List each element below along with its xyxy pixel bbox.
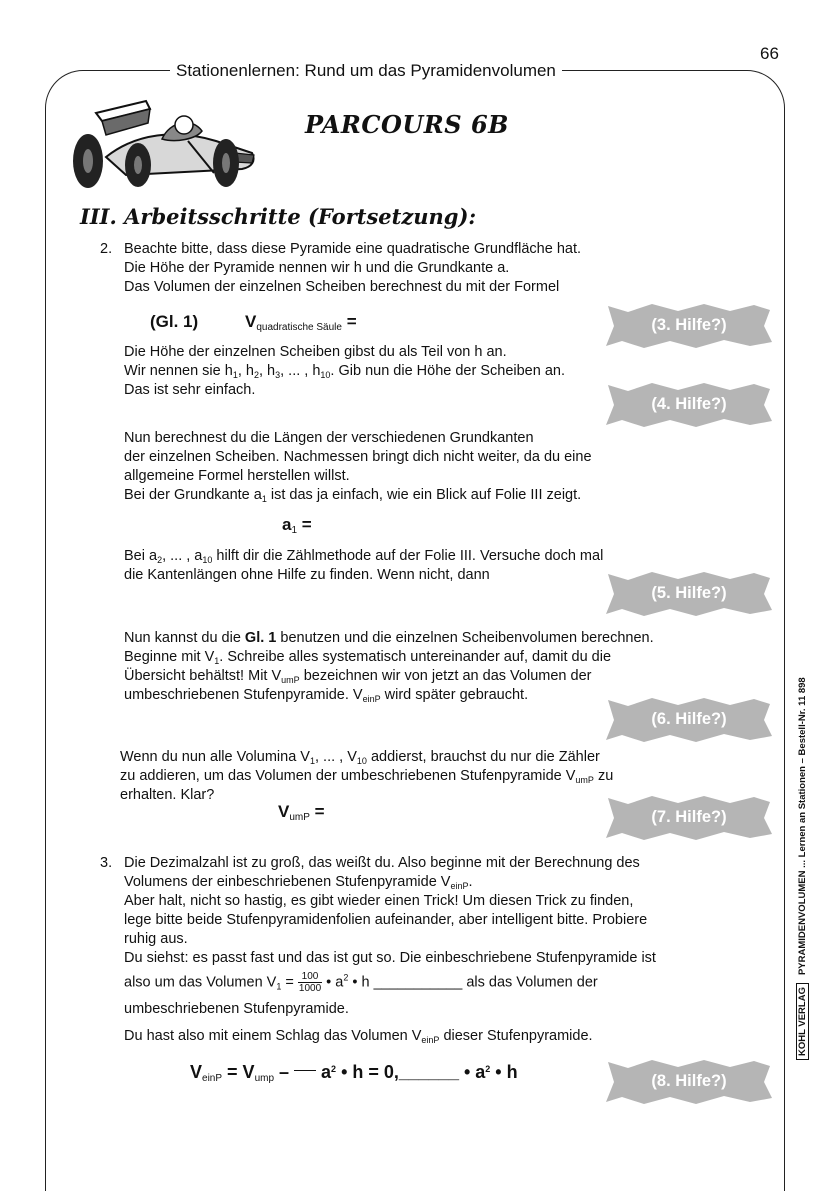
paragraph-line: Nun kannst du die Gl. 1 benutzen und die einzelnen Scheibenvolumen berechnen. (124, 630, 654, 646)
header-title: Stationenlernen: Rund um das Pyramidenvolumen (170, 61, 562, 81)
paragraph-line: Beginne mit $V_1$. Schreibe alles systematisch untereinander auf, damit du die (124, 649, 612, 666)
formula-a1: $a_1$ = (282, 515, 312, 536)
paragraph-line: Volumens der einbeschriebenen Stufenpyramide $V_{einP}$. (124, 874, 473, 891)
paragraph-line: umbeschriebenen Stufenpyramide. (124, 1001, 349, 1017)
paragraph-line: also um das Volumen $V_1$ = $\frac{100}{1000}$ • $a^2$ • h ___________ als das Volumen der (124, 971, 598, 994)
paragraph-line: erhalten. Klar? (120, 787, 215, 803)
paragraph-line: Bei der Grundkante $a_1$ ist das ja einfach, wie ein Blick auf Folie III zeigt. (124, 487, 582, 504)
paragraph-line: Wenn du nun alle Volumina $V_1$, ... , $V_{10}$ addierst, brauchst du nur die Zähler (120, 749, 600, 766)
paragraph-line: Aber halt, nicht so hastig, es gibt wieder einen Trick! Um diesen Trick zu finden, (124, 893, 634, 909)
formula-label: (Gl. 1) (150, 312, 199, 331)
paragraph-line: umbeschriebenen Stufenpyramide. $V_{einP}$ wird später gebraucht. (124, 687, 529, 704)
paragraph-line: Du hast also mit einem Schlag das Volumen $V_{einP}$ dieser Stufenpyramide. (124, 1028, 593, 1045)
paragraph-line: Wir nennen sie $h_1$, $h_2$, $h_3$, ... , $h_{10}$. Gib nun die Höhe der Scheiben an. (124, 363, 565, 380)
paragraph-line: der einzelnen Scheiben. Nachmessen bringt dich nicht weiter, da du eine (124, 449, 592, 465)
hint-badge-6[interactable]: (6. Hilfe?) (604, 696, 774, 744)
paragraph-line: allgemeine Formel herstellen willst. (124, 468, 350, 484)
hint-badge-8[interactable]: (8. Hilfe?) (604, 1058, 774, 1106)
hint-badge-7[interactable]: (7. Hilfe?) (604, 794, 774, 842)
paragraph-line: Nun berechnest du die Längen der verschiedenen Grundkanten (124, 430, 534, 446)
step-number: 2. (100, 241, 113, 257)
paragraph-line: die Kantenlängen ohne Hilfe zu finden. Wenn nicht, dann (124, 567, 490, 583)
paragraph-line: zu addieren, um das Volumen der umbeschriebenen Stufenpyramide $V_{umP}$ zu (120, 768, 614, 785)
sidebar-text: PYRAMIDENVOLUMEN ... Lernen an Stationen – Bestell-Nr. 11 898 (797, 677, 808, 976)
paragraph-line: Das ist sehr einfach. (124, 382, 256, 398)
paragraph-line: Beachte bitte, dass diese Pyramide eine quadratische Grundfläche hat. (124, 241, 582, 257)
section-title: III. Arbeitsschritte (Fortsetzung): (80, 204, 477, 229)
formula-volume: $V_{quadratische Säule}$ = (245, 312, 357, 333)
paragraph-line: Die Dezimalzahl ist zu groß, das weißt du. Also beginne mit der Berechnung des (124, 855, 640, 871)
paragraph-line: lege bitte beide Stufenpyramidenfolien aufeinander, aber intelligent bitte. Probiere (124, 912, 648, 928)
final-formula: $V_{einP} = V_{ump} - a^2$ • h = 0,______ • $a^2$ • h (190, 1062, 518, 1084)
hint-badge-3[interactable]: (3. Hilfe?) (604, 302, 774, 350)
publisher-sidebar (797, 677, 808, 1060)
step-number: 3. (100, 855, 113, 871)
fraction: $\frac{100}{1000}$ (298, 971, 322, 994)
paragraph-line: Übersicht behältst! Mit $V_{umP}$ bezeichnen wir von jetzt an das Volumen der (124, 668, 592, 685)
paragraph-line: Bei $a_2$, ... , $a_{10}$ hilft dir die Zählmethode auf der Folie III. Versuche doch mal (124, 548, 604, 565)
parcours-title: PARCOURS 6B (305, 110, 509, 139)
paragraph-line: Du siehst: es passt fast und das ist gut so. Die einbeschriebene Stufenpyramide ist (124, 950, 656, 966)
paragraph-line: Die Höhe der Pyramide nennen wir h und die Grundkante a. (124, 260, 510, 276)
hint-badge-5[interactable]: (5. Hilfe?) (604, 570, 774, 618)
hint-badge-4[interactable]: (4. Hilfe?) (604, 381, 774, 429)
formula-vump: $V_{umP}$ = (278, 802, 325, 823)
race-car-icon (66, 95, 266, 195)
page-number: 66 (760, 44, 779, 63)
publisher-logo: KOHL VERLAG (796, 983, 809, 1060)
paragraph-line: ruhig aus. (124, 931, 188, 947)
paragraph-line: Die Höhe der einzelnen Scheiben gibst du als Teil von h an. (124, 344, 507, 360)
paragraph-line: Das Volumen der einzelnen Scheiben berechnest du mit der Formel (124, 279, 560, 295)
